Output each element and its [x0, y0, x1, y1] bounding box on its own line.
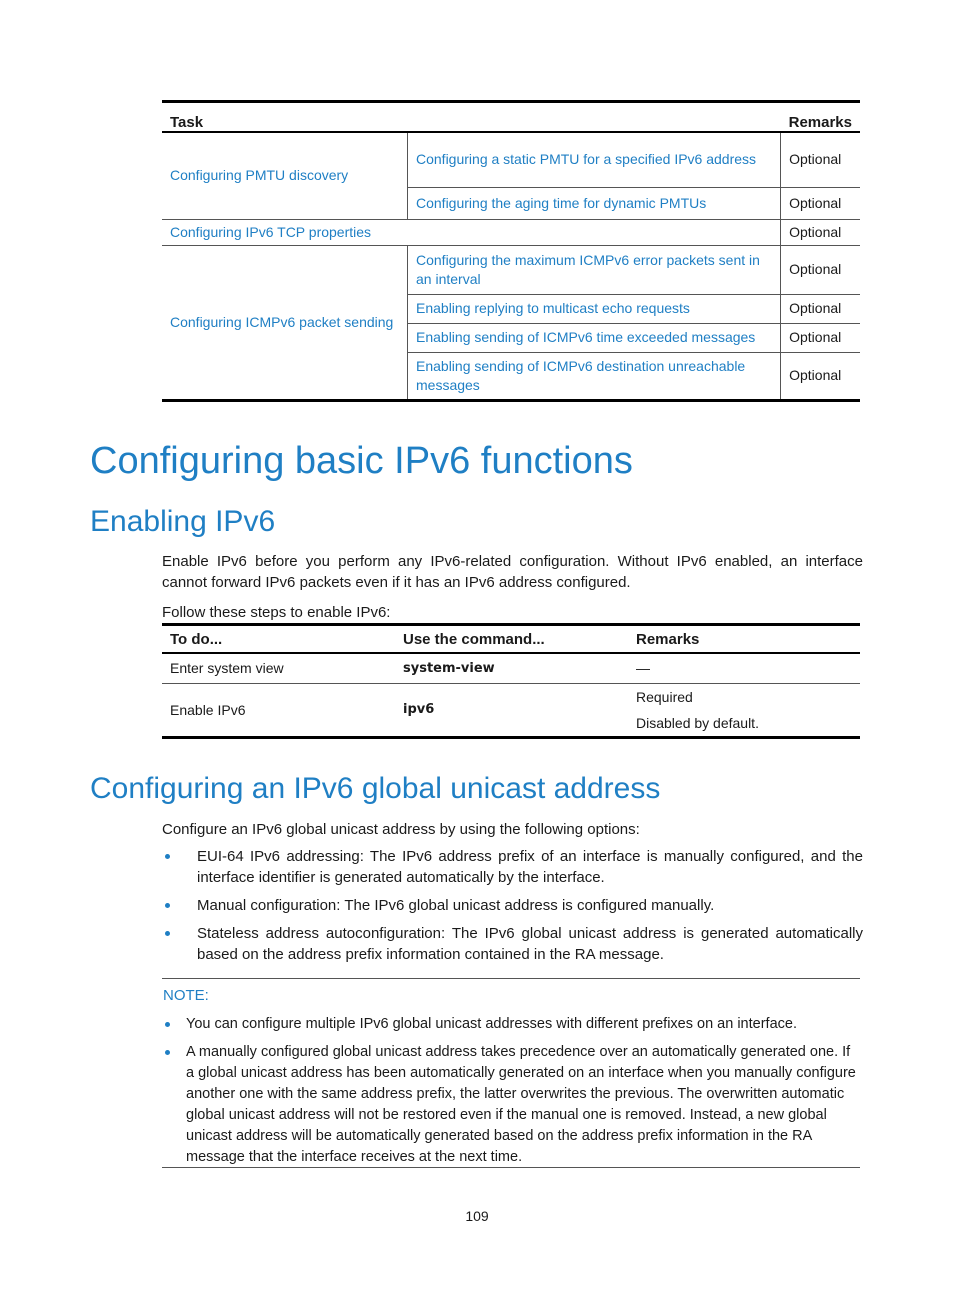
command-header: Use the command... [395, 625, 628, 654]
bullet-icon [165, 854, 170, 859]
note-list [186, 1014, 860, 1175]
section-title-global-unicast: Configuring an IPv6 global unicast address [90, 772, 661, 805]
subtask-link-aging-time[interactable]: Configuring the aging time for dynamic PMTUs [408, 187, 781, 219]
note-label: NOTE: [163, 987, 209, 1004]
remarks-cell: Optional [781, 219, 860, 245]
remarks-default: Disabled by default. [636, 714, 759, 731]
remarks-header: Remarks [628, 625, 860, 654]
table-row [162, 219, 860, 245]
remarks-cell: Optional [781, 352, 860, 400]
todo-cell: Enable IPv6 [170, 701, 246, 718]
list-item-text: Manual configuration: The IPv6 global unicast address is configured manually. [197, 897, 715, 914]
global-intro-paragraph: Configure an IPv6 global unicast address by using the following options: [162, 821, 640, 838]
enable-intro-paragraph: Enable IPv6 before you perform any IPv6-related configuration. Without IPv6 enabled, an interface cannot forward IPv6 packets even if it has an IPv6 address configured. [162, 553, 863, 591]
table-row [162, 245, 860, 294]
task-link-pmtu-discovery[interactable]: Configuring PMTU discovery [162, 132, 408, 219]
list-item-text: Stateless address autoconfiguration: The IPv6 global unicast address is generated automatically based on the address prefix information contained in the RA message. [197, 925, 863, 963]
list-item [186, 1042, 860, 1168]
list-item [197, 895, 863, 916]
note-item-text: You can configure multiple IPv6 global unicast addresses with different prefixes on an interface. [186, 1016, 797, 1032]
section-title-basic-ipv6: Configuring basic IPv6 functions [90, 440, 633, 482]
task-link-tcp-properties[interactable]: Configuring IPv6 TCP properties [162, 219, 781, 245]
table-row [162, 683, 860, 737]
remarks-cell: — [628, 653, 860, 683]
section-title-enabling-ipv6: Enabling IPv6 [90, 505, 276, 538]
note-box [162, 978, 860, 1168]
steps-lead-text: Follow these steps to enable IPv6: [162, 604, 391, 621]
remarks-cell: Optional [781, 132, 860, 187]
bullet-icon [165, 931, 170, 936]
remarks-required: Required [636, 688, 693, 705]
bullet-icon [165, 903, 170, 908]
bullet-icon [165, 1050, 170, 1055]
page-number: 109 [465, 1208, 489, 1224]
command-cell: system-view [395, 653, 628, 683]
remarks-cell: Optional [781, 187, 860, 219]
list-item [197, 923, 863, 965]
subtask-link-dest-unreachable[interactable]: Enabling sending of ICMPv6 destination unreachable messages [408, 352, 781, 400]
list-item [197, 846, 863, 888]
options-list [197, 846, 863, 972]
task-header: Task [162, 102, 781, 133]
subtask-link-multicast-echo[interactable]: Enabling replying to multicast echo requests [408, 294, 781, 323]
remarks-cell [628, 683, 860, 737]
note-item-text: A manually configured global unicast address takes precedence over an automatically generated one. If a global unicast address has been automatically generated on an interface when you manually configure another one with the same address prefix, the latter overwrites the previous. The overwritten automatic global unicast address will not be restored even if the manual one is removed. Instead, a new global unicast address will be automatically generated based on the address prefix information in the RA message that the interface receives at the next time. [186, 1044, 856, 1165]
subtask-link-time-exceeded[interactable]: Enabling sending of ICMPv6 time exceeded messages [408, 323, 781, 352]
remarks-cell: Optional [781, 323, 860, 352]
task-link-icmpv6-sending[interactable]: Configuring ICMPv6 packet sending [162, 245, 408, 400]
subtask-link-max-error-packets[interactable]: Configuring the maximum ICMPv6 error packets sent in an interval [408, 245, 781, 294]
subtask-link-static-pmtu[interactable]: Configuring a static PMTU for a specified IPv6 address [408, 132, 781, 187]
remarks-header: Remarks [781, 102, 860, 133]
command-table [162, 623, 860, 739]
command-table-header [162, 625, 860, 654]
todo-header: To do... [162, 625, 395, 654]
remarks-cell: Optional [781, 245, 860, 294]
task-table-header [162, 102, 860, 133]
table-row [162, 132, 860, 187]
task-table [162, 100, 860, 402]
table-row [162, 653, 860, 683]
todo-cell: Enter system view [162, 653, 395, 683]
list-item-text: EUI-64 IPv6 addressing: The IPv6 address prefix of an interface is manually configured, and the interface identifier is generated automatically by the interface. [197, 848, 863, 886]
bullet-icon [165, 1022, 170, 1027]
list-item [186, 1014, 860, 1035]
remarks-cell: Optional [781, 294, 860, 323]
command-cell: ipv6 [403, 702, 435, 717]
